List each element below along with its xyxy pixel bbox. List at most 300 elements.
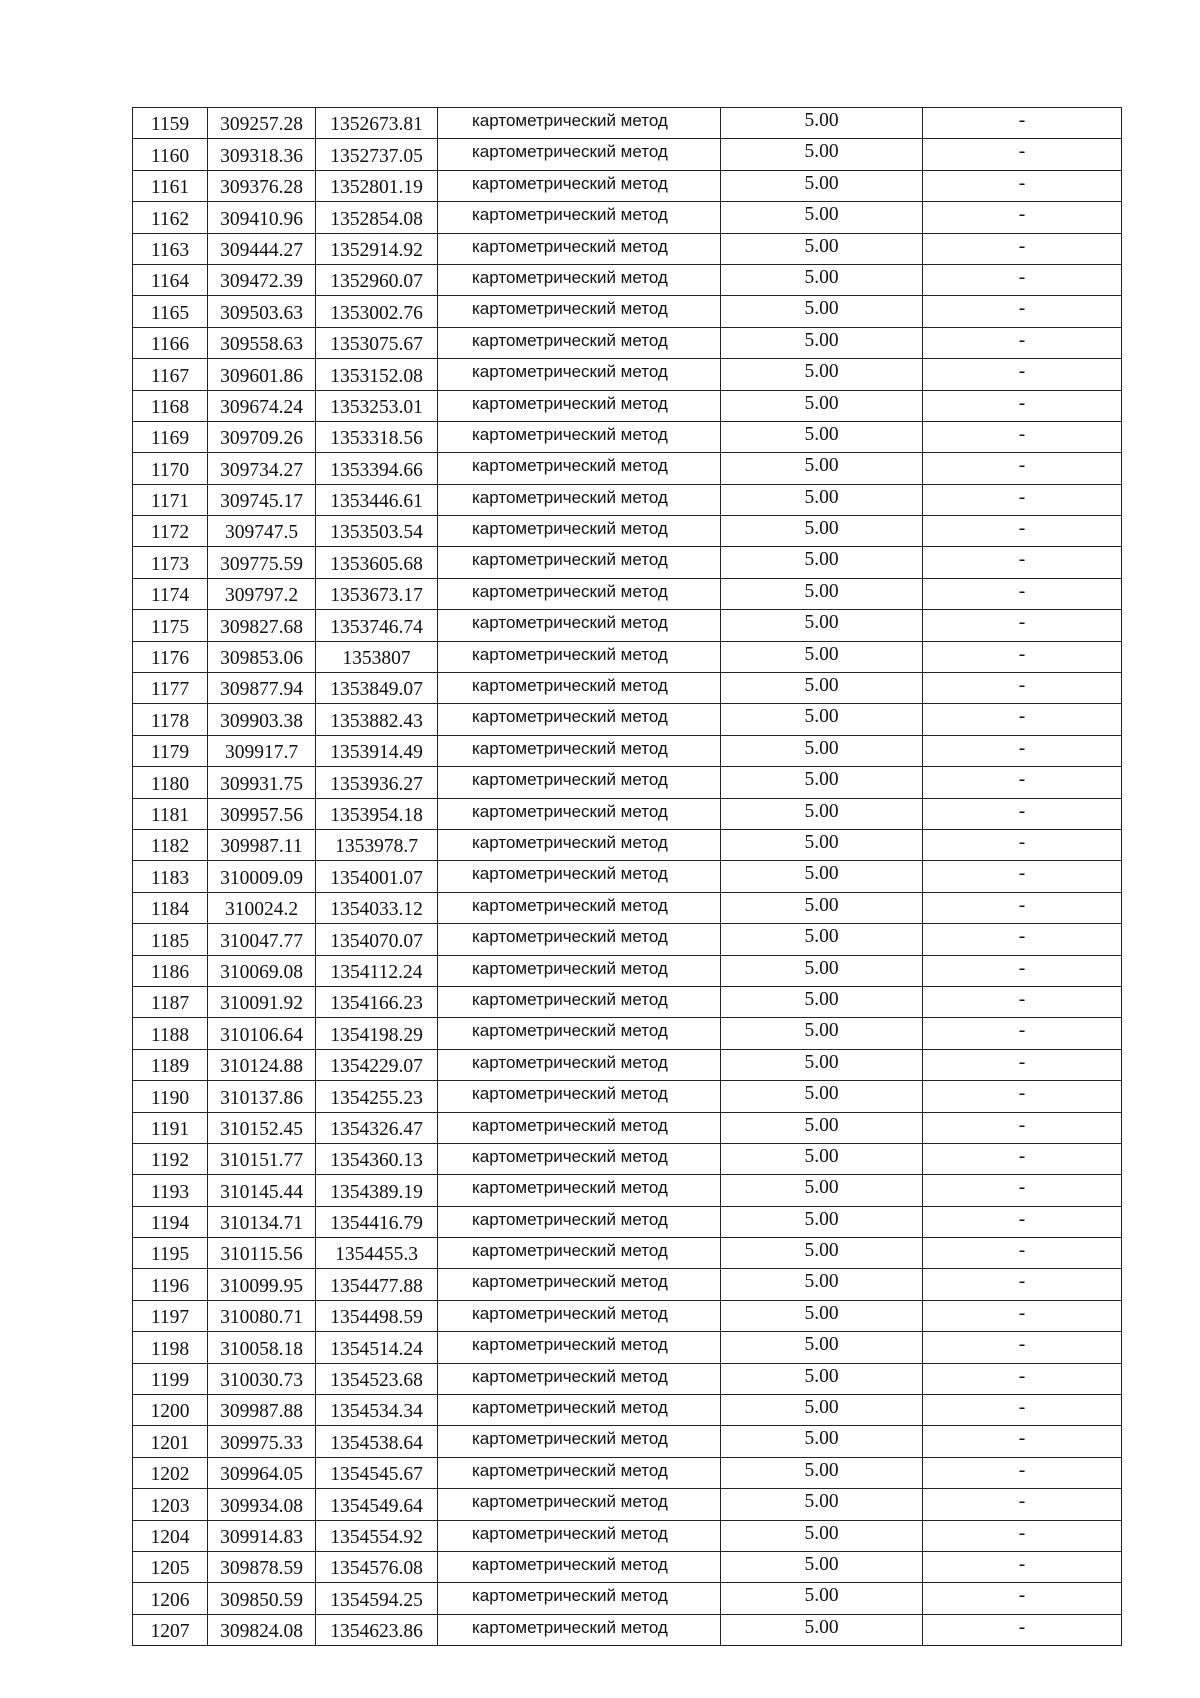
table-row: [133, 1081, 1122, 1112]
note-cell: -: [923, 892, 1122, 923]
table-row: [133, 610, 1122, 641]
x-coordinate-cell: 310047.77: [208, 924, 316, 955]
table-row: [133, 829, 1122, 860]
y-coordinate-cell: 1354534.34: [316, 1395, 438, 1426]
x-coordinate-cell: 310145.44: [208, 1175, 316, 1206]
point-number-cell: 1172: [133, 516, 208, 547]
method-cell: картометрический метод: [438, 1457, 721, 1488]
note-cell: -: [923, 390, 1122, 421]
table-row: [133, 578, 1122, 609]
note-cell: -: [923, 673, 1122, 704]
point-number-cell: 1162: [133, 202, 208, 233]
note-cell: -: [923, 1238, 1122, 1269]
method-cell: картометрический метод: [438, 1489, 721, 1520]
method-cell: картометрический метод: [438, 1363, 721, 1394]
note-cell: -: [923, 1457, 1122, 1488]
point-number-cell: 1179: [133, 735, 208, 766]
y-coordinate-cell: 1354166.23: [316, 986, 438, 1017]
point-number-cell: 1188: [133, 1018, 208, 1049]
note-cell: -: [923, 421, 1122, 452]
point-number-cell: 1200: [133, 1395, 208, 1426]
x-coordinate-cell: 310137.86: [208, 1081, 316, 1112]
x-coordinate-cell: 309734.27: [208, 453, 316, 484]
y-coordinate-cell: 1352673.81: [316, 108, 438, 139]
method-cell: картометрический метод: [438, 170, 721, 201]
x-coordinate-cell: 309558.63: [208, 327, 316, 358]
error-cell: 5.00: [721, 296, 923, 327]
note-cell: -: [923, 453, 1122, 484]
point-number-cell: 1198: [133, 1332, 208, 1363]
y-coordinate-cell: 1354360.13: [316, 1143, 438, 1174]
table-row: [133, 1238, 1122, 1269]
y-coordinate-cell: 1354416.79: [316, 1206, 438, 1237]
table-row: [133, 767, 1122, 798]
method-cell: картометрический метод: [438, 986, 721, 1017]
point-number-cell: 1169: [133, 421, 208, 452]
point-number-cell: 1178: [133, 704, 208, 735]
point-number-cell: 1177: [133, 673, 208, 704]
x-coordinate-cell: 310134.71: [208, 1206, 316, 1237]
point-number-cell: 1205: [133, 1551, 208, 1582]
table-row: [133, 1300, 1122, 1331]
method-cell: картометрический метод: [438, 1206, 721, 1237]
method-cell: картометрический метод: [438, 1583, 721, 1614]
table-row: [133, 484, 1122, 515]
y-coordinate-cell: 1354198.29: [316, 1018, 438, 1049]
method-cell: картометрический метод: [438, 108, 721, 139]
error-cell: 5.00: [721, 233, 923, 264]
note-cell: -: [923, 704, 1122, 735]
method-cell: картометрический метод: [438, 1143, 721, 1174]
note-cell: -: [923, 798, 1122, 829]
method-cell: картометрический метод: [438, 1018, 721, 1049]
point-number-cell: 1186: [133, 955, 208, 986]
point-number-cell: 1192: [133, 1143, 208, 1174]
note-cell: -: [923, 516, 1122, 547]
method-cell: картометрический метод: [438, 1614, 721, 1645]
note-cell: -: [923, 233, 1122, 264]
y-coordinate-cell: 1354112.24: [316, 955, 438, 986]
table-row: [133, 1143, 1122, 1174]
method-cell: картометрический метод: [438, 924, 721, 955]
error-cell: 5.00: [721, 1081, 923, 1112]
note-cell: -: [923, 1112, 1122, 1143]
table-row: [133, 453, 1122, 484]
method-cell: картометрический метод: [438, 390, 721, 421]
table-row: [133, 1332, 1122, 1363]
point-number-cell: 1171: [133, 484, 208, 515]
method-cell: картометрический метод: [438, 1175, 721, 1206]
note-cell: -: [923, 955, 1122, 986]
table-row: [133, 1018, 1122, 1049]
x-coordinate-cell: 310151.77: [208, 1143, 316, 1174]
x-coordinate-cell: 310080.71: [208, 1300, 316, 1331]
x-coordinate-cell: 310024.2: [208, 892, 316, 923]
table-row: [133, 735, 1122, 766]
x-coordinate-cell: 309747.5: [208, 516, 316, 547]
y-coordinate-cell: 1354255.23: [316, 1081, 438, 1112]
error-cell: 5.00: [721, 1520, 923, 1551]
note-cell: -: [923, 578, 1122, 609]
error-cell: 5.00: [721, 421, 923, 452]
method-cell: картометрический метод: [438, 892, 721, 923]
note-cell: -: [923, 327, 1122, 358]
error-cell: 5.00: [721, 1049, 923, 1080]
x-coordinate-cell: 309257.28: [208, 108, 316, 139]
x-coordinate-cell: 309934.08: [208, 1489, 316, 1520]
table-row: [133, 296, 1122, 327]
note-cell: -: [923, 986, 1122, 1017]
note-cell: -: [923, 1426, 1122, 1457]
point-number-cell: 1201: [133, 1426, 208, 1457]
point-number-cell: 1207: [133, 1614, 208, 1645]
x-coordinate-cell: 309878.59: [208, 1551, 316, 1582]
method-cell: картометрический метод: [438, 1395, 721, 1426]
error-cell: 5.00: [721, 578, 923, 609]
error-cell: 5.00: [721, 1551, 923, 1582]
table-row: [133, 1175, 1122, 1206]
y-coordinate-cell: 1352960.07: [316, 264, 438, 295]
error-cell: 5.00: [721, 1175, 923, 1206]
error-cell: 5.00: [721, 1143, 923, 1174]
y-coordinate-cell: 1353253.01: [316, 390, 438, 421]
x-coordinate-cell: 310106.64: [208, 1018, 316, 1049]
y-coordinate-cell: 1354070.07: [316, 924, 438, 955]
error-cell: 5.00: [721, 861, 923, 892]
table-row: [133, 1363, 1122, 1394]
method-cell: картометрический метод: [438, 484, 721, 515]
note-cell: -: [923, 924, 1122, 955]
y-coordinate-cell: 1354514.24: [316, 1332, 438, 1363]
error-cell: 5.00: [721, 986, 923, 1017]
note-cell: -: [923, 1269, 1122, 1300]
error-cell: 5.00: [721, 390, 923, 421]
error-cell: 5.00: [721, 892, 923, 923]
x-coordinate-cell: 310091.92: [208, 986, 316, 1017]
x-coordinate-cell: 309975.33: [208, 1426, 316, 1457]
y-coordinate-cell: 1352801.19: [316, 170, 438, 201]
method-cell: картометрический метод: [438, 1520, 721, 1551]
y-coordinate-cell: 1354576.08: [316, 1551, 438, 1582]
point-number-cell: 1180: [133, 767, 208, 798]
point-number-cell: 1175: [133, 610, 208, 641]
x-coordinate-cell: 310069.08: [208, 955, 316, 986]
x-coordinate-cell: 309797.2: [208, 578, 316, 609]
point-number-cell: 1191: [133, 1112, 208, 1143]
x-coordinate-cell: 310152.45: [208, 1112, 316, 1143]
y-coordinate-cell: 1354033.12: [316, 892, 438, 923]
note-cell: -: [923, 829, 1122, 860]
note-cell: -: [923, 1049, 1122, 1080]
method-cell: картометрический метод: [438, 641, 721, 672]
note-cell: -: [923, 1363, 1122, 1394]
x-coordinate-cell: 309931.75: [208, 767, 316, 798]
error-cell: 5.00: [721, 516, 923, 547]
y-coordinate-cell: 1353605.68: [316, 547, 438, 578]
method-cell: картометрический метод: [438, 516, 721, 547]
table-row: [133, 390, 1122, 421]
note-cell: -: [923, 1614, 1122, 1645]
y-coordinate-cell: 1353394.66: [316, 453, 438, 484]
x-coordinate-cell: 309914.83: [208, 1520, 316, 1551]
table-row: [133, 139, 1122, 170]
x-coordinate-cell: 309472.39: [208, 264, 316, 295]
y-coordinate-cell: 1353446.61: [316, 484, 438, 515]
point-number-cell: 1183: [133, 861, 208, 892]
x-coordinate-cell: 309917.7: [208, 735, 316, 766]
note-cell: -: [923, 861, 1122, 892]
error-cell: 5.00: [721, 767, 923, 798]
y-coordinate-cell: 1353882.43: [316, 704, 438, 735]
table-row: [133, 798, 1122, 829]
x-coordinate-cell: 310124.88: [208, 1049, 316, 1080]
y-coordinate-cell: 1354001.07: [316, 861, 438, 892]
error-cell: 5.00: [721, 641, 923, 672]
error-cell: 5.00: [721, 359, 923, 390]
method-cell: картометрический метод: [438, 421, 721, 452]
error-cell: 5.00: [721, 1300, 923, 1331]
table-row: [133, 1489, 1122, 1520]
note-cell: -: [923, 108, 1122, 139]
table-row: [133, 108, 1122, 139]
point-number-cell: 1182: [133, 829, 208, 860]
x-coordinate-cell: 309964.05: [208, 1457, 316, 1488]
point-number-cell: 1173: [133, 547, 208, 578]
error-cell: 5.00: [721, 1583, 923, 1614]
method-cell: картометрический метод: [438, 955, 721, 986]
note-cell: -: [923, 296, 1122, 327]
table-row: [133, 170, 1122, 201]
note-cell: -: [923, 1175, 1122, 1206]
error-cell: 5.00: [721, 139, 923, 170]
table-row: [133, 892, 1122, 923]
x-coordinate-cell: 309827.68: [208, 610, 316, 641]
point-number-cell: 1195: [133, 1238, 208, 1269]
error-cell: 5.00: [721, 264, 923, 295]
point-number-cell: 1174: [133, 578, 208, 609]
method-cell: картометрический метод: [438, 139, 721, 170]
point-number-cell: 1168: [133, 390, 208, 421]
y-coordinate-cell: 1353807: [316, 641, 438, 672]
point-number-cell: 1164: [133, 264, 208, 295]
note-cell: -: [923, 547, 1122, 578]
method-cell: картометрический метод: [438, 829, 721, 860]
error-cell: 5.00: [721, 547, 923, 578]
error-cell: 5.00: [721, 955, 923, 986]
point-number-cell: 1184: [133, 892, 208, 923]
method-cell: картометрический метод: [438, 327, 721, 358]
point-number-cell: 1166: [133, 327, 208, 358]
y-coordinate-cell: 1353978.7: [316, 829, 438, 860]
error-cell: 5.00: [721, 1206, 923, 1237]
table-row: [133, 924, 1122, 955]
y-coordinate-cell: 1354554.92: [316, 1520, 438, 1551]
y-coordinate-cell: 1352737.05: [316, 139, 438, 170]
method-cell: картометрический метод: [438, 673, 721, 704]
x-coordinate-cell: 310030.73: [208, 1363, 316, 1394]
error-cell: 5.00: [721, 735, 923, 766]
note-cell: -: [923, 1520, 1122, 1551]
method-cell: картометрический метод: [438, 1049, 721, 1080]
note-cell: -: [923, 1395, 1122, 1426]
x-coordinate-cell: 309987.88: [208, 1395, 316, 1426]
error-cell: 5.00: [721, 610, 923, 641]
point-number-cell: 1206: [133, 1583, 208, 1614]
x-coordinate-cell: 309444.27: [208, 233, 316, 264]
point-number-cell: 1185: [133, 924, 208, 955]
coordinates-table: [132, 107, 1122, 1646]
method-cell: картометрический метод: [438, 1112, 721, 1143]
error-cell: 5.00: [721, 1395, 923, 1426]
method-cell: картометрический метод: [438, 359, 721, 390]
table-row: [133, 202, 1122, 233]
y-coordinate-cell: 1353503.54: [316, 516, 438, 547]
note-cell: -: [923, 1143, 1122, 1174]
method-cell: картометрический метод: [438, 1269, 721, 1300]
error-cell: 5.00: [721, 1614, 923, 1645]
table-row: [133, 673, 1122, 704]
note-cell: -: [923, 359, 1122, 390]
x-coordinate-cell: 309850.59: [208, 1583, 316, 1614]
y-coordinate-cell: 1353849.07: [316, 673, 438, 704]
x-coordinate-cell: 310009.09: [208, 861, 316, 892]
table-row: [133, 264, 1122, 295]
error-cell: 5.00: [721, 202, 923, 233]
method-cell: картометрический метод: [438, 1238, 721, 1269]
method-cell: картометрический метод: [438, 861, 721, 892]
y-coordinate-cell: 1354594.25: [316, 1583, 438, 1614]
y-coordinate-cell: 1354455.3: [316, 1238, 438, 1269]
note-cell: -: [923, 1206, 1122, 1237]
y-coordinate-cell: 1354326.47: [316, 1112, 438, 1143]
table-row: [133, 1269, 1122, 1300]
note-cell: -: [923, 641, 1122, 672]
table-row: [133, 704, 1122, 735]
error-cell: 5.00: [721, 327, 923, 358]
x-coordinate-cell: 309745.17: [208, 484, 316, 515]
x-coordinate-cell: 309853.06: [208, 641, 316, 672]
note-cell: -: [923, 1300, 1122, 1331]
table-row: [133, 1583, 1122, 1614]
point-number-cell: 1202: [133, 1457, 208, 1488]
y-coordinate-cell: 1353075.67: [316, 327, 438, 358]
method-cell: картометрический метод: [438, 547, 721, 578]
y-coordinate-cell: 1354498.59: [316, 1300, 438, 1331]
y-coordinate-cell: 1354549.64: [316, 1489, 438, 1520]
table-row: [133, 516, 1122, 547]
point-number-cell: 1170: [133, 453, 208, 484]
note-cell: -: [923, 1332, 1122, 1363]
x-coordinate-cell: 310115.56: [208, 1238, 316, 1269]
x-coordinate-cell: 309903.38: [208, 704, 316, 735]
note-cell: -: [923, 1551, 1122, 1582]
point-number-cell: 1197: [133, 1300, 208, 1331]
point-number-cell: 1190: [133, 1081, 208, 1112]
x-coordinate-cell: 309503.63: [208, 296, 316, 327]
y-coordinate-cell: 1353936.27: [316, 767, 438, 798]
error-cell: 5.00: [721, 673, 923, 704]
y-coordinate-cell: 1354229.07: [316, 1049, 438, 1080]
method-cell: картометрический метод: [438, 1426, 721, 1457]
y-coordinate-cell: 1353318.56: [316, 421, 438, 452]
note-cell: -: [923, 264, 1122, 295]
error-cell: 5.00: [721, 1363, 923, 1394]
error-cell: 5.00: [721, 704, 923, 735]
y-coordinate-cell: 1353673.17: [316, 578, 438, 609]
point-number-cell: 1203: [133, 1489, 208, 1520]
error-cell: 5.00: [721, 484, 923, 515]
x-coordinate-cell: 310058.18: [208, 1332, 316, 1363]
table-row: [133, 861, 1122, 892]
table-row: [133, 641, 1122, 672]
note-cell: -: [923, 767, 1122, 798]
x-coordinate-cell: 309318.36: [208, 139, 316, 170]
y-coordinate-cell: 1354389.19: [316, 1175, 438, 1206]
method-cell: картометрический метод: [438, 1551, 721, 1582]
x-coordinate-cell: 309376.28: [208, 170, 316, 201]
error-cell: 5.00: [721, 1332, 923, 1363]
note-cell: -: [923, 610, 1122, 641]
table-row: [133, 986, 1122, 1017]
error-cell: 5.00: [721, 1269, 923, 1300]
error-cell: 5.00: [721, 924, 923, 955]
note-cell: -: [923, 170, 1122, 201]
point-number-cell: 1159: [133, 108, 208, 139]
x-coordinate-cell: 309709.26: [208, 421, 316, 452]
y-coordinate-cell: 1352854.08: [316, 202, 438, 233]
method-cell: картометрический метод: [438, 453, 721, 484]
point-number-cell: 1189: [133, 1049, 208, 1080]
error-cell: 5.00: [721, 108, 923, 139]
note-cell: -: [923, 484, 1122, 515]
error-cell: 5.00: [721, 1457, 923, 1488]
x-coordinate-cell: 309987.11: [208, 829, 316, 860]
point-number-cell: 1160: [133, 139, 208, 170]
method-cell: картометрический метод: [438, 264, 721, 295]
note-cell: -: [923, 202, 1122, 233]
note-cell: -: [923, 735, 1122, 766]
method-cell: картометрический метод: [438, 767, 721, 798]
method-cell: картометрический метод: [438, 202, 721, 233]
error-cell: 5.00: [721, 798, 923, 829]
y-coordinate-cell: 1353152.08: [316, 359, 438, 390]
x-coordinate-cell: 309674.24: [208, 390, 316, 421]
method-cell: картометрический метод: [438, 704, 721, 735]
method-cell: картометрический метод: [438, 610, 721, 641]
note-cell: -: [923, 1583, 1122, 1614]
table-row: [133, 421, 1122, 452]
error-cell: 5.00: [721, 453, 923, 484]
error-cell: 5.00: [721, 1489, 923, 1520]
table-row: [133, 1520, 1122, 1551]
table-row: [133, 1049, 1122, 1080]
coordinates-table-body: [133, 108, 1122, 1646]
table-row: [133, 1551, 1122, 1582]
y-coordinate-cell: 1352914.92: [316, 233, 438, 264]
error-cell: 5.00: [721, 1426, 923, 1457]
point-number-cell: 1199: [133, 1363, 208, 1394]
y-coordinate-cell: 1354477.88: [316, 1269, 438, 1300]
table-row: [133, 1614, 1122, 1645]
table-row: [133, 1457, 1122, 1488]
error-cell: 5.00: [721, 829, 923, 860]
point-number-cell: 1176: [133, 641, 208, 672]
point-number-cell: 1163: [133, 233, 208, 264]
table-row: [133, 327, 1122, 358]
point-number-cell: 1187: [133, 986, 208, 1017]
error-cell: 5.00: [721, 170, 923, 201]
y-coordinate-cell: 1353002.76: [316, 296, 438, 327]
